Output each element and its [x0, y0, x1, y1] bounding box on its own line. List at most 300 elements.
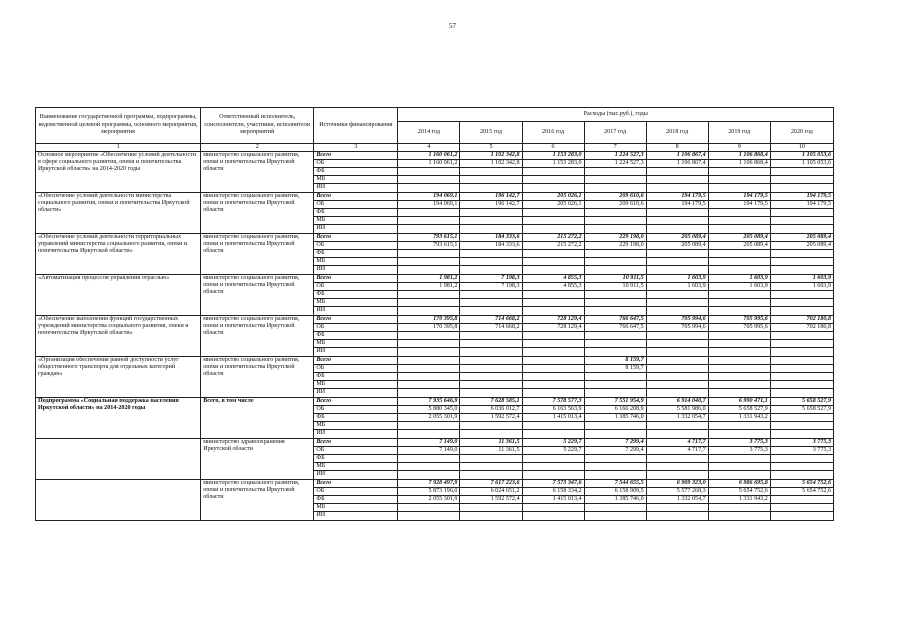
- expense-value: [708, 356, 770, 364]
- expense-value: [708, 372, 770, 380]
- expense-value: [646, 422, 708, 430]
- expense-value: [646, 249, 708, 257]
- expense-value: [770, 225, 833, 233]
- expense-value: [646, 340, 708, 348]
- expense-value: [770, 512, 833, 520]
- expense-value: 5 658 527,9: [708, 405, 770, 413]
- expense-value: 1 332 054,7: [646, 414, 708, 422]
- expense-value: 1 105 053,6: [770, 159, 833, 167]
- expense-value: [646, 471, 708, 479]
- expense-value: 170 395,8: [398, 323, 460, 331]
- expense-value: [770, 471, 833, 479]
- header-year: 2019 год: [708, 122, 770, 144]
- expense-value: 7 928 497,9: [398, 479, 460, 487]
- funding-source: ФБ: [314, 372, 398, 380]
- funding-source: МБ: [314, 422, 398, 430]
- funding-source: Всего: [314, 479, 398, 487]
- expense-value: [522, 208, 584, 216]
- expense-value: 11 361,5: [460, 446, 522, 454]
- expense-value: [460, 381, 522, 389]
- expense-value: 5 654 752,6: [770, 479, 833, 487]
- column-index: 3: [314, 144, 398, 152]
- expense-value: [584, 512, 646, 520]
- executor-name: министерство социального развития, опеки и попечительства Иркутской области: [201, 315, 314, 356]
- expense-value: 1 106 867,4: [646, 151, 708, 159]
- expense-value: [522, 184, 584, 192]
- expense-value: [522, 422, 584, 430]
- expense-value: [770, 249, 833, 257]
- expense-value: 194 179,5: [646, 192, 708, 200]
- expense-value: [584, 176, 646, 184]
- expense-value: [522, 348, 584, 356]
- table-row: [36, 151, 834, 159]
- program-name: [36, 438, 201, 479]
- expense-value: [770, 389, 833, 397]
- funding-source: ФБ: [314, 167, 398, 175]
- expense-value: [584, 348, 646, 356]
- expense-value: 205 089,4: [646, 241, 708, 249]
- expense-value: [398, 217, 460, 225]
- expense-value: [708, 340, 770, 348]
- expense-value: [770, 414, 833, 422]
- expense-value: 7 935 646,9: [398, 397, 460, 405]
- expense-value: [770, 208, 833, 216]
- expense-value: 5 873 196,0: [398, 487, 460, 495]
- funding-source: ОБ: [314, 446, 398, 454]
- expense-value: [522, 249, 584, 257]
- expense-value: 205 089,4: [646, 233, 708, 241]
- expense-value: [708, 471, 770, 479]
- expense-value: [770, 356, 833, 364]
- expense-value: 205 026,1: [522, 200, 584, 208]
- expense-value: [398, 258, 460, 266]
- expense-value: 209 610,6: [584, 192, 646, 200]
- expense-value: [398, 512, 460, 520]
- expense-value: 766 647,5: [584, 323, 646, 331]
- funding-source: ОБ: [314, 323, 398, 331]
- expense-value: 728 129,4: [522, 315, 584, 323]
- expense-value: [398, 176, 460, 184]
- expense-value: [584, 208, 646, 216]
- expense-value: [522, 504, 584, 512]
- expense-value: 6 158 909,5: [584, 487, 646, 495]
- expense-value: [770, 372, 833, 380]
- expense-value: [398, 504, 460, 512]
- expense-value: 1 603,9: [770, 282, 833, 290]
- expense-value: [646, 217, 708, 225]
- expense-value: 1 603,9: [708, 282, 770, 290]
- expense-value: [646, 372, 708, 380]
- expense-value: [708, 331, 770, 339]
- expense-value: [522, 217, 584, 225]
- funding-source: ОБ: [314, 282, 398, 290]
- funding-source: ИИ: [314, 389, 398, 397]
- expense-value: [708, 176, 770, 184]
- expense-value: 1 981,2: [398, 282, 460, 290]
- expense-value: [646, 184, 708, 192]
- expense-value: [398, 167, 460, 175]
- expense-value: 2 055 301,9: [398, 496, 460, 504]
- expense-value: [522, 307, 584, 315]
- expense-value: 8 159,7: [584, 356, 646, 364]
- expense-value: 215 272,2: [522, 241, 584, 249]
- column-index: 7: [584, 144, 646, 152]
- expense-value: 6 914 040,7: [646, 397, 708, 405]
- expense-value: [708, 504, 770, 512]
- expense-value: [708, 217, 770, 225]
- expense-value: [460, 217, 522, 225]
- expense-value: [522, 471, 584, 479]
- expense-value: 1 415 013,4: [522, 496, 584, 504]
- funding-source: МБ: [314, 504, 398, 512]
- funding-source: Всего: [314, 438, 398, 446]
- expense-value: [460, 331, 522, 339]
- expense-value: [460, 340, 522, 348]
- funding-source: МБ: [314, 176, 398, 184]
- funding-source: МБ: [314, 299, 398, 307]
- expense-value: [646, 381, 708, 389]
- expense-value: [646, 266, 708, 274]
- expense-value: [646, 504, 708, 512]
- expense-value: [460, 184, 522, 192]
- funding-source: ИИ: [314, 512, 398, 520]
- executor-name: министерство социального развития, опеки и попечительства Иркутской области: [201, 192, 314, 233]
- expense-value: [584, 471, 646, 479]
- expense-value: [584, 290, 646, 298]
- expense-value: [522, 258, 584, 266]
- expense-value: [708, 430, 770, 438]
- header-source: Источники финансирования: [314, 108, 398, 144]
- expense-value: 4 717,7: [646, 446, 708, 454]
- expense-value: [398, 455, 460, 463]
- funding-source: МБ: [314, 258, 398, 266]
- column-index: 10: [770, 144, 833, 152]
- expense-value: 5 654 752,6: [708, 487, 770, 495]
- expense-value: [398, 463, 460, 471]
- expense-value: [770, 167, 833, 175]
- expense-value: 194 179,5: [770, 192, 833, 200]
- expense-value: [460, 372, 522, 380]
- expense-value: 3 775,3: [708, 446, 770, 454]
- expense-value: [770, 381, 833, 389]
- expense-value: 1 332 054,7: [646, 496, 708, 504]
- expense-value: [584, 331, 646, 339]
- expense-value: 5 581 986,0: [646, 405, 708, 413]
- executor-name: министерство социального развития, опеки и попечительства Иркутской области: [201, 233, 314, 274]
- expense-value: 1 385 746,0: [584, 496, 646, 504]
- expense-value: 1 106 867,4: [646, 159, 708, 167]
- expense-value: [398, 430, 460, 438]
- expense-value: [770, 340, 833, 348]
- expense-value: 194 179,5: [708, 200, 770, 208]
- expense-value: [770, 290, 833, 298]
- expense-value: [460, 348, 522, 356]
- program-name: «Обеспечение выполнения функций государственных учреждений министерства социального развития, опеки и попечительства Иркутской области»: [36, 315, 201, 356]
- header-year: 2014 год: [398, 122, 460, 144]
- expense-value: 6 024 651,2: [460, 487, 522, 495]
- expense-value: [584, 217, 646, 225]
- expense-value: [646, 348, 708, 356]
- expense-value: [584, 307, 646, 315]
- executor-name: Всего, в том числе: [201, 397, 314, 438]
- expense-value: 1 331 943,2: [708, 414, 770, 422]
- expense-value: 5 229,7: [522, 446, 584, 454]
- expense-value: 7 628 585,1: [460, 397, 522, 405]
- expense-value: [522, 430, 584, 438]
- expense-value: [522, 290, 584, 298]
- expense-value: 196 142,7: [460, 200, 522, 208]
- funding-source: ФБ: [314, 290, 398, 298]
- expense-value: [522, 372, 584, 380]
- expense-value: [398, 208, 460, 216]
- expense-value: [646, 364, 708, 372]
- executor-name: министерство социального развития, опеки и попечительства Иркутской области: [201, 151, 314, 192]
- expense-value: 1 102 342,8: [460, 159, 522, 167]
- expense-value: 6 166 208,9: [584, 405, 646, 413]
- column-index: 8: [646, 144, 708, 152]
- expense-value: [770, 266, 833, 274]
- funding-source: ОБ: [314, 200, 398, 208]
- expense-value: [646, 331, 708, 339]
- expense-value: [646, 356, 708, 364]
- executor-name: министерство социального развития, опеки и попечительства Иркутской области: [201, 356, 314, 397]
- expense-value: [646, 290, 708, 298]
- expense-value: [584, 381, 646, 389]
- expense-value: 1 153 283,0: [522, 159, 584, 167]
- expense-value: 7 149,0: [398, 446, 460, 454]
- program-name: [36, 479, 201, 520]
- expense-value: [522, 463, 584, 471]
- expense-value: 1 981,2: [398, 274, 460, 282]
- expense-value: 793 615,1: [398, 241, 460, 249]
- expense-value: [770, 496, 833, 504]
- table-row: [36, 356, 834, 364]
- expense-value: [770, 348, 833, 356]
- funding-source: Всего: [314, 315, 398, 323]
- table-row: [36, 438, 834, 446]
- expense-value: [398, 266, 460, 274]
- program-name: «Автоматизация процессов управления отраслью»: [36, 274, 201, 315]
- expense-value: 205 089,4: [708, 241, 770, 249]
- expense-value: [584, 422, 646, 430]
- expense-value: [460, 266, 522, 274]
- expense-value: 793 615,1: [398, 233, 460, 241]
- expense-value: [460, 208, 522, 216]
- expense-value: 702 180,8: [770, 315, 833, 323]
- funding-source: Всего: [314, 151, 398, 159]
- expense-value: 8 159,7: [584, 364, 646, 372]
- expense-value: [584, 389, 646, 397]
- program-name: «Обеспечение условий деятельности министерства социального развития, опеки и попечительства Иркутской области»: [36, 192, 201, 233]
- expense-value: 1 385 746,0: [584, 414, 646, 422]
- expense-value: [708, 167, 770, 175]
- expense-value: 1 102 342,8: [460, 151, 522, 159]
- funding-source: ИИ: [314, 184, 398, 192]
- funding-source: ФБ: [314, 496, 398, 504]
- expense-value: [460, 504, 522, 512]
- expense-value: [398, 340, 460, 348]
- funding-source: Всего: [314, 192, 398, 200]
- expense-value: [770, 258, 833, 266]
- expense-value: [708, 348, 770, 356]
- expense-value: 205 089,4: [708, 233, 770, 241]
- expense-value: [770, 184, 833, 192]
- expense-value: [398, 364, 460, 372]
- expense-value: [770, 307, 833, 315]
- expense-value: 194 179,5: [646, 200, 708, 208]
- header-year: 2017 год: [584, 122, 646, 144]
- program-name: «Организация обеспечения равной доступности услуг общественного транспорта для отдельных категорий граждан»: [36, 356, 201, 397]
- funding-source: ИИ: [314, 266, 398, 274]
- expense-value: [646, 463, 708, 471]
- expense-value: [460, 455, 522, 463]
- page-number: 57: [449, 22, 456, 30]
- expense-value: 194 069,1: [398, 192, 460, 200]
- expense-value: 714 668,2: [460, 323, 522, 331]
- expense-value: 5 658 527,9: [770, 405, 833, 413]
- expense-value: [522, 299, 584, 307]
- header-year: 2020 год: [770, 122, 833, 144]
- table-row: [36, 274, 834, 282]
- expense-value: [522, 167, 584, 175]
- expense-value: 10 911,5: [584, 274, 646, 282]
- expense-value: 1 153 283,0: [522, 151, 584, 159]
- expense-value: [770, 364, 833, 372]
- expense-value: 728 129,4: [522, 323, 584, 331]
- expense-value: [522, 455, 584, 463]
- expense-value: [584, 258, 646, 266]
- expense-value: 229 198,0: [584, 241, 646, 249]
- expense-value: [708, 249, 770, 257]
- expense-value: 1 106 868,4: [708, 159, 770, 167]
- expense-value: [770, 455, 833, 463]
- funding-source: ОБ: [314, 487, 398, 495]
- expense-value: 7 299,4: [584, 446, 646, 454]
- table-row: [36, 233, 834, 241]
- expense-value: [398, 372, 460, 380]
- expense-value: [708, 225, 770, 233]
- funding-source: ИИ: [314, 430, 398, 438]
- expense-value: [584, 504, 646, 512]
- expense-value: 1 160 061,2: [398, 159, 460, 167]
- expense-value: [646, 225, 708, 233]
- column-index: 1: [36, 144, 201, 152]
- expense-value: [646, 167, 708, 175]
- expense-value: [646, 176, 708, 184]
- expense-value: 4 855,3: [522, 274, 584, 282]
- expense-value: 6 909 323,0: [646, 479, 708, 487]
- expense-value: 5 577 268,3: [646, 487, 708, 495]
- funding-source: ОБ: [314, 241, 398, 249]
- expense-value: [584, 455, 646, 463]
- expense-value: [460, 249, 522, 257]
- expense-value: [584, 266, 646, 274]
- expense-value: [460, 364, 522, 372]
- expense-value: [398, 381, 460, 389]
- expense-value: [708, 389, 770, 397]
- expense-value: 1 592 572,4: [460, 414, 522, 422]
- funding-source: ФБ: [314, 455, 398, 463]
- funding-source: Всего: [314, 397, 398, 405]
- expense-value: 10 911,5: [584, 282, 646, 290]
- expense-value: 1 106 868,4: [708, 151, 770, 159]
- funding-source: МБ: [314, 381, 398, 389]
- expense-value: [584, 299, 646, 307]
- expense-value: [460, 389, 522, 397]
- executor-name: министерство социального развития, опеки и попечительства Иркутской области: [201, 274, 314, 315]
- expense-value: 229 198,0: [584, 233, 646, 241]
- expense-value: 205 089,4: [770, 233, 833, 241]
- expense-value: 7 299,4: [584, 438, 646, 446]
- expense-value: 1 160 061,2: [398, 151, 460, 159]
- expense-value: 1 331 943,2: [708, 496, 770, 504]
- expense-value: 1 603,9: [646, 282, 708, 290]
- expense-value: [522, 266, 584, 274]
- funding-source: Всего: [314, 233, 398, 241]
- expense-value: [708, 463, 770, 471]
- expense-value: 2 055 301,9: [398, 414, 460, 422]
- expense-value: [770, 331, 833, 339]
- expense-value: [460, 290, 522, 298]
- expense-value: [522, 364, 584, 372]
- expense-value: 705 995,6: [708, 315, 770, 323]
- column-index: 9: [708, 144, 770, 152]
- expense-value: 7 578 577,3: [522, 397, 584, 405]
- expense-value: [584, 167, 646, 175]
- expense-value: [460, 258, 522, 266]
- funding-source: ОБ: [314, 159, 398, 167]
- expense-value: [522, 340, 584, 348]
- expense-value: 7 198,3: [460, 274, 522, 282]
- expense-value: 209 610,6: [584, 200, 646, 208]
- expense-value: [708, 184, 770, 192]
- expense-value: [646, 307, 708, 315]
- expense-value: 194 179,5: [770, 200, 833, 208]
- expense-value: [460, 512, 522, 520]
- column-index: 6: [522, 144, 584, 152]
- expense-value: 7 617 223,6: [460, 479, 522, 487]
- expense-value: 205 026,1: [522, 192, 584, 200]
- funding-source: ФБ: [314, 331, 398, 339]
- program-name: Основное мероприятие «Обеспечение условий деятельности в сфере социального развития, опеки и попечительства Иркутской области» на 2014-2020 годы: [36, 151, 201, 192]
- expense-value: 1 603,9: [708, 274, 770, 282]
- expense-value: [398, 348, 460, 356]
- expense-value: [708, 290, 770, 298]
- funding-source: ИИ: [314, 225, 398, 233]
- expense-value: 7 198,3: [460, 282, 522, 290]
- expense-value: [770, 299, 833, 307]
- header-program: Наименование государственной программы, подпрограммы, ведомственной целевой программы, основного мероприятия, мероприятия: [36, 108, 201, 144]
- expense-value: 215 272,2: [522, 233, 584, 241]
- expense-value: 184 333,6: [460, 233, 522, 241]
- expense-value: [460, 299, 522, 307]
- expense-value: 1 224 527,3: [584, 159, 646, 167]
- expense-value: [646, 430, 708, 438]
- expense-value: 5 654 752,6: [770, 487, 833, 495]
- expense-value: [646, 389, 708, 397]
- expense-value: [708, 266, 770, 274]
- expense-value: 1 592 572,4: [460, 496, 522, 504]
- expense-value: [522, 176, 584, 184]
- expense-value: [584, 340, 646, 348]
- executor-name: министерство социального развития, опеки и попечительства Иркутской области: [201, 479, 314, 520]
- expense-value: 7 149,0: [398, 438, 460, 446]
- expense-value: 1 105 053,6: [770, 151, 833, 159]
- column-index: 4: [398, 144, 460, 152]
- expense-value: [522, 381, 584, 389]
- expense-value: [398, 299, 460, 307]
- expense-value: [584, 372, 646, 380]
